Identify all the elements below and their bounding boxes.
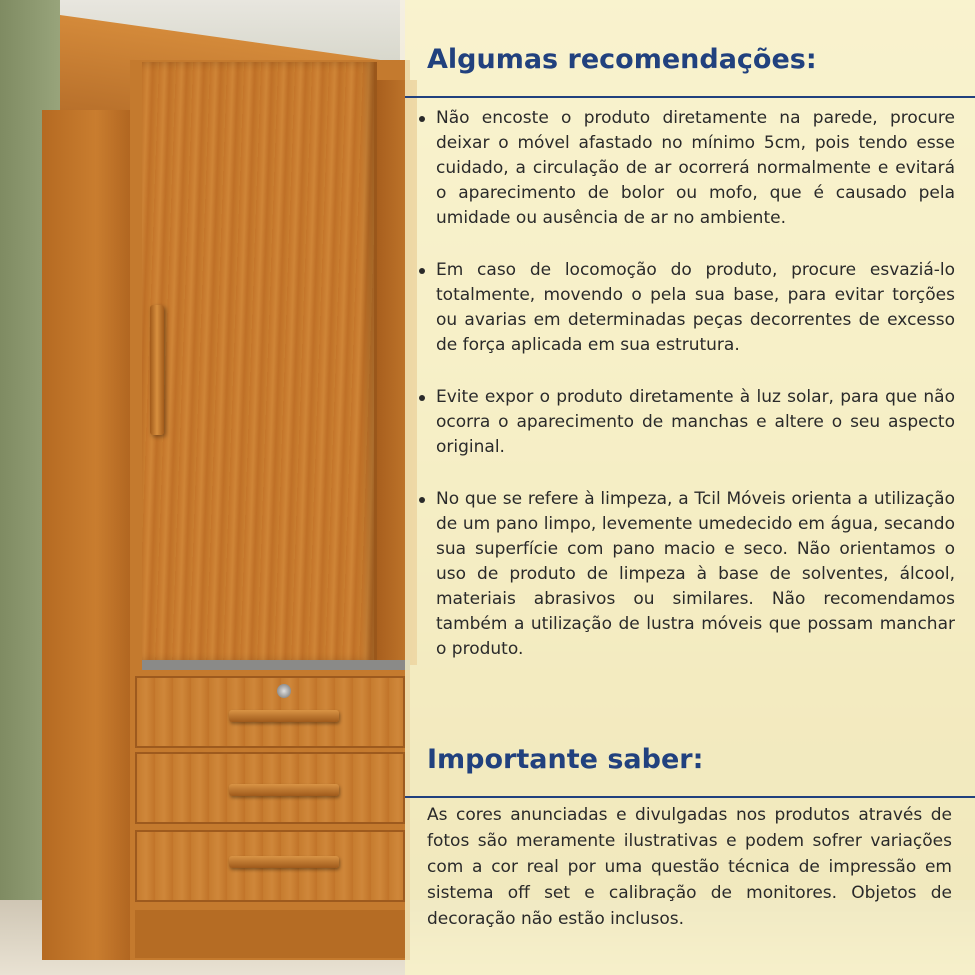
list-item-text: Não encoste o produto diretamente na parede, procure deixar o móvel afastado no mínimo 5cm, pois tendo esse cuidado, a circulação de ar ocorrerá normalmente e evitará o aparecimento de bolor ou mofo, que é causado pela umidade ou ausência de ar no ambiente. [436, 108, 955, 228]
wardrobe-base [135, 910, 405, 958]
drawer-bottom [135, 830, 405, 902]
wardrobe-side-panel [42, 110, 132, 960]
drawer-handle [229, 784, 339, 796]
list-item [415, 385, 955, 460]
bullet-icon [419, 497, 425, 503]
important-text: As cores anunciadas e divulgadas nos produtos através de fotos são meramente ilustrativas e podem sofrer variações com a cor real por uma questão técnica de impressão em sistema off set e calibração de monitores. Objetos de decoração não estão inclusos. [427, 805, 952, 929]
door-handle [150, 305, 164, 435]
drawer-handle [229, 856, 339, 868]
drawer-handle [229, 710, 339, 722]
drawer-middle [135, 752, 405, 824]
bullet-icon [419, 268, 425, 274]
drawer-top [135, 676, 405, 748]
important-title: Importante saber: [427, 744, 704, 775]
list-item [415, 487, 955, 662]
list-item-text: Evite expor o produto diretamente à luz solar, para que não ocorra o aparecimento de manchas e altere o seu aspecto original. [436, 387, 955, 457]
list-item [415, 106, 955, 231]
recommendations-title: Algumas recomendações: [427, 44, 817, 75]
list-item-text: Em caso de locomoção do produto, procure esvaziá-lo totalmente, movendo o pela sua base, para evitar torções ou avarias em determinadas peças decorrentes de excesso de força aplicada em sua estrutura. [436, 260, 955, 355]
divider [405, 796, 975, 798]
list-item-text: No que se refere à limpeza, a Tcil Móveis orienta a utilização de um pano limpo, levemente umedecido em água, secando sua superfície com pano macio e seco. Não orientamos o uso de produto de limpeza à base de solventes, álcool, materiais abrasivos ou similares. Não recomendamos também a utilização de lustra móveis que possam manchar o produto. [436, 489, 955, 659]
bullet-icon [419, 116, 425, 122]
bullet-icon [419, 395, 425, 401]
recommendations-list [415, 106, 955, 662]
door-rail [142, 660, 410, 670]
list-item [415, 258, 955, 358]
wardrobe-sliding-door [142, 62, 377, 662]
key-lock-icon [277, 684, 291, 698]
divider [405, 96, 975, 98]
